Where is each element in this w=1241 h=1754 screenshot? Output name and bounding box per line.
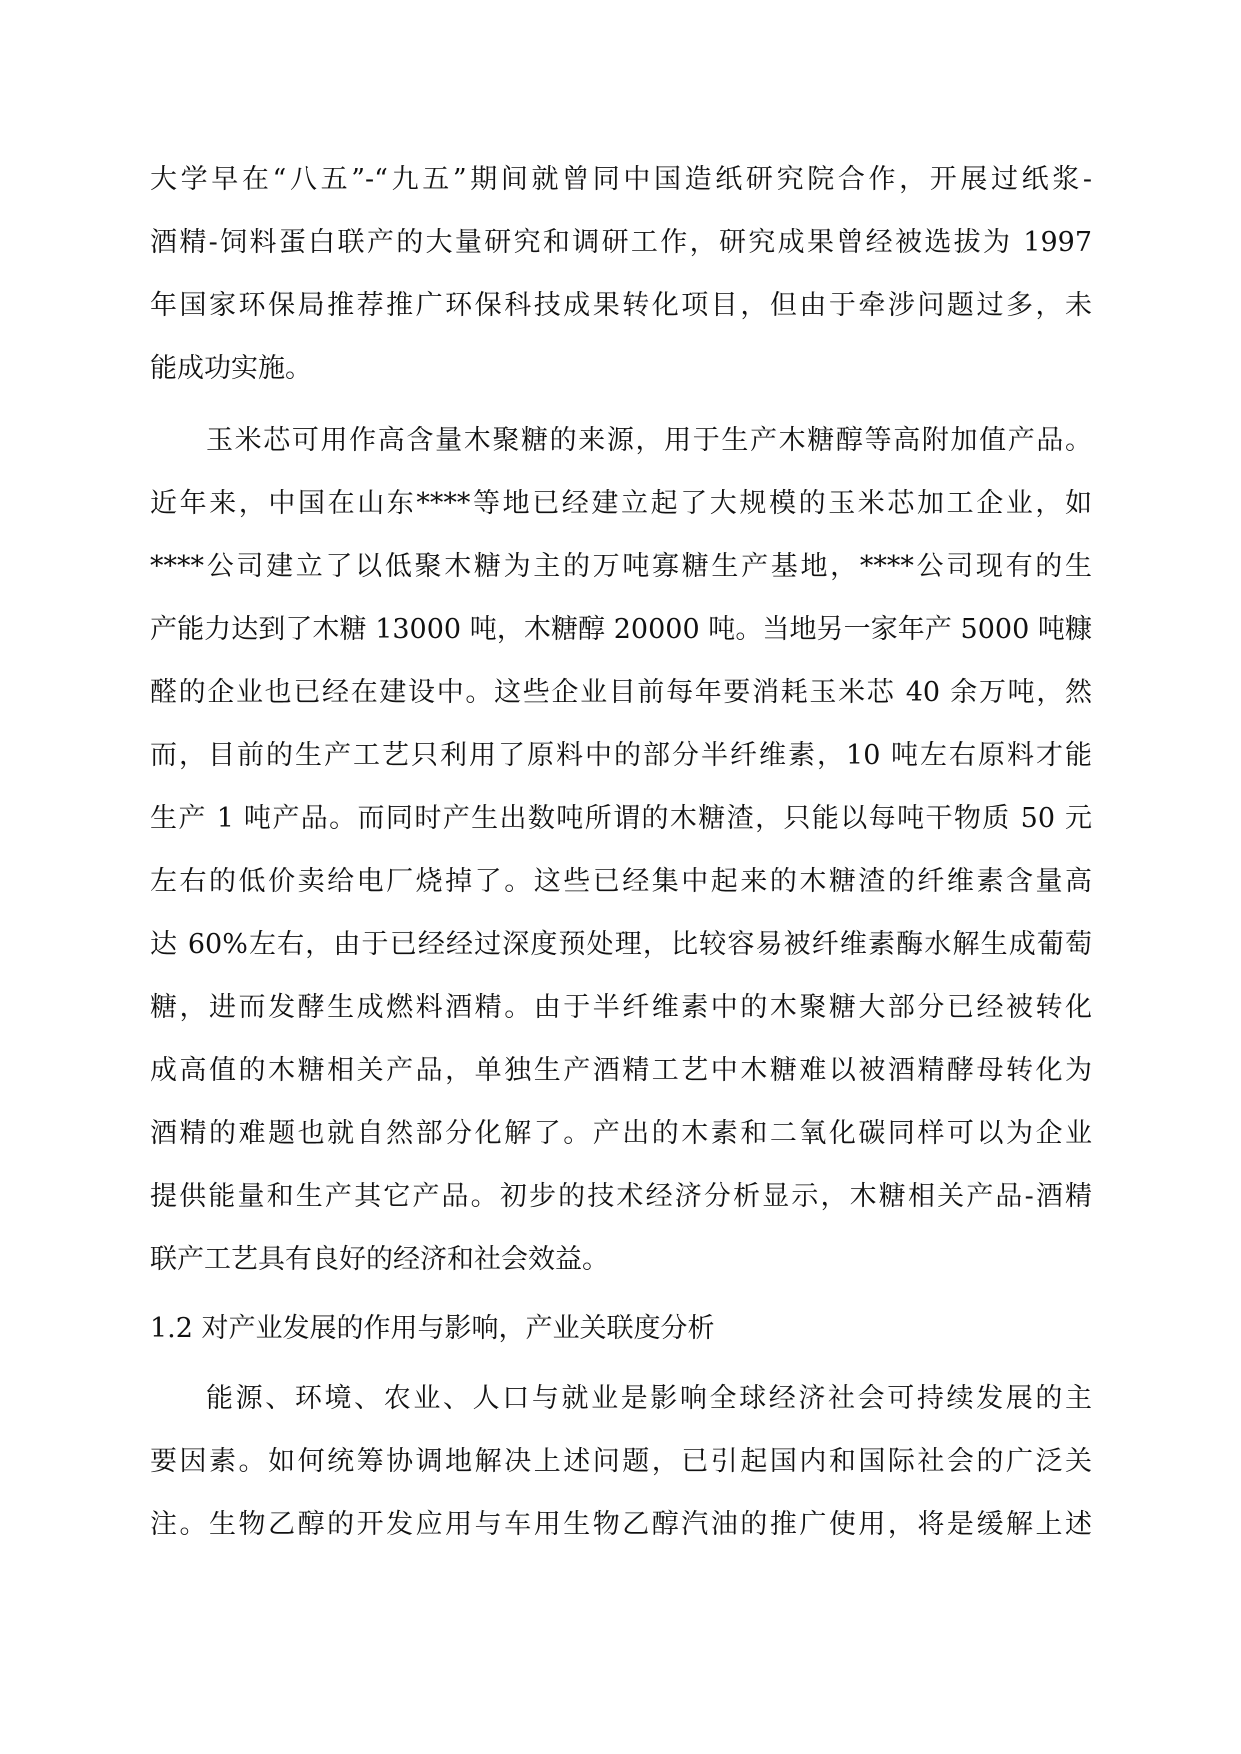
paragraph-2-line: 而，目前的生产工艺只利用了原料中的部分半纤维素，10 吨左右原料才能 — [150, 740, 1092, 771]
paragraph-2-line: 生产 1 吨产品。而同时产生出数吨所谓的木糖渣，只能以每吨干物质 50 元 — [150, 803, 1092, 834]
paragraph-2-line: 达 60%左右，由于已经经过深度预处理，比较容易被纤维素酶水解生成葡萄 — [150, 929, 1092, 960]
paragraph-1-line: 能成功实施。 — [150, 353, 312, 384]
paragraph-1-line: 酒精-饲料蛋白联产的大量研究和调研工作，研究成果曾经被选拔为 1997 — [150, 227, 1092, 258]
paragraph-2-line: 产能力达到了木糖 13000 吨，木糖醇 20000 吨。当地另一家年产 5000 吨糠 — [150, 614, 1092, 645]
paragraph-2-line: 近年来，中国在山东****等地已经建立起了大规模的玉米芯加工企业，如 — [150, 488, 1092, 519]
paragraph-1-line: 大学早在“八五”-“九五”期间就曾同中国造纸研究院合作，开展过纸浆- — [150, 164, 1092, 195]
paragraph-2-line: 玉米芯可用作高含量木聚糖的来源，用于生产木糖醇等高附加值产品。 — [206, 425, 1092, 456]
section-heading: 1.2 对产业发展的作用与影响，产业关联度分析 — [150, 1313, 715, 1344]
paragraph-2-line: 联产工艺具有良好的经济和社会效益。 — [150, 1244, 609, 1275]
paragraph-3-line: 能源、环境、农业、人口与就业是影响全球经济社会可持续发展的主 — [206, 1383, 1092, 1414]
paragraph-1-line: 年国家环保局推荐推广环保科技成果转化项目，但由于牵涉问题过多，未 — [150, 290, 1092, 321]
paragraph-2-line: 醛的企业也已经在建设中。这些企业目前每年要消耗玉米芯 40 余万吨，然 — [150, 677, 1092, 708]
paragraph-2-line: 糖，进而发酵生成燃料酒精。由于半纤维素中的木聚糖大部分已经被转化 — [150, 992, 1092, 1023]
paragraph-2-line: 左右的低价卖给电厂烧掉了。这些已经集中起来的木糖渣的纤维素含量高 — [150, 866, 1092, 897]
paragraph-2-line: 提供能量和生产其它产品。初步的技术经济分析显示，木糖相关产品-酒精 — [150, 1181, 1092, 1212]
paragraph-2-line: ****公司建立了以低聚木糖为主的万吨寡糖生产基地，****公司现有的生 — [150, 551, 1092, 582]
paragraph-3-line: 注。生物乙醇的开发应用与车用生物乙醇汽油的推广使用，将是缓解上述 — [150, 1509, 1092, 1540]
paragraph-3-line: 要因素。如何统筹协调地解决上述问题，已引起国内和国际社会的广泛关 — [150, 1446, 1092, 1477]
paragraph-2-line: 酒精的难题也就自然部分化解了。产出的木素和二氧化碳同样可以为企业 — [150, 1118, 1092, 1149]
paragraph-2-line: 成高值的木糖相关产品，单独生产酒精工艺中木糖难以被酒精酵母转化为 — [150, 1055, 1092, 1086]
